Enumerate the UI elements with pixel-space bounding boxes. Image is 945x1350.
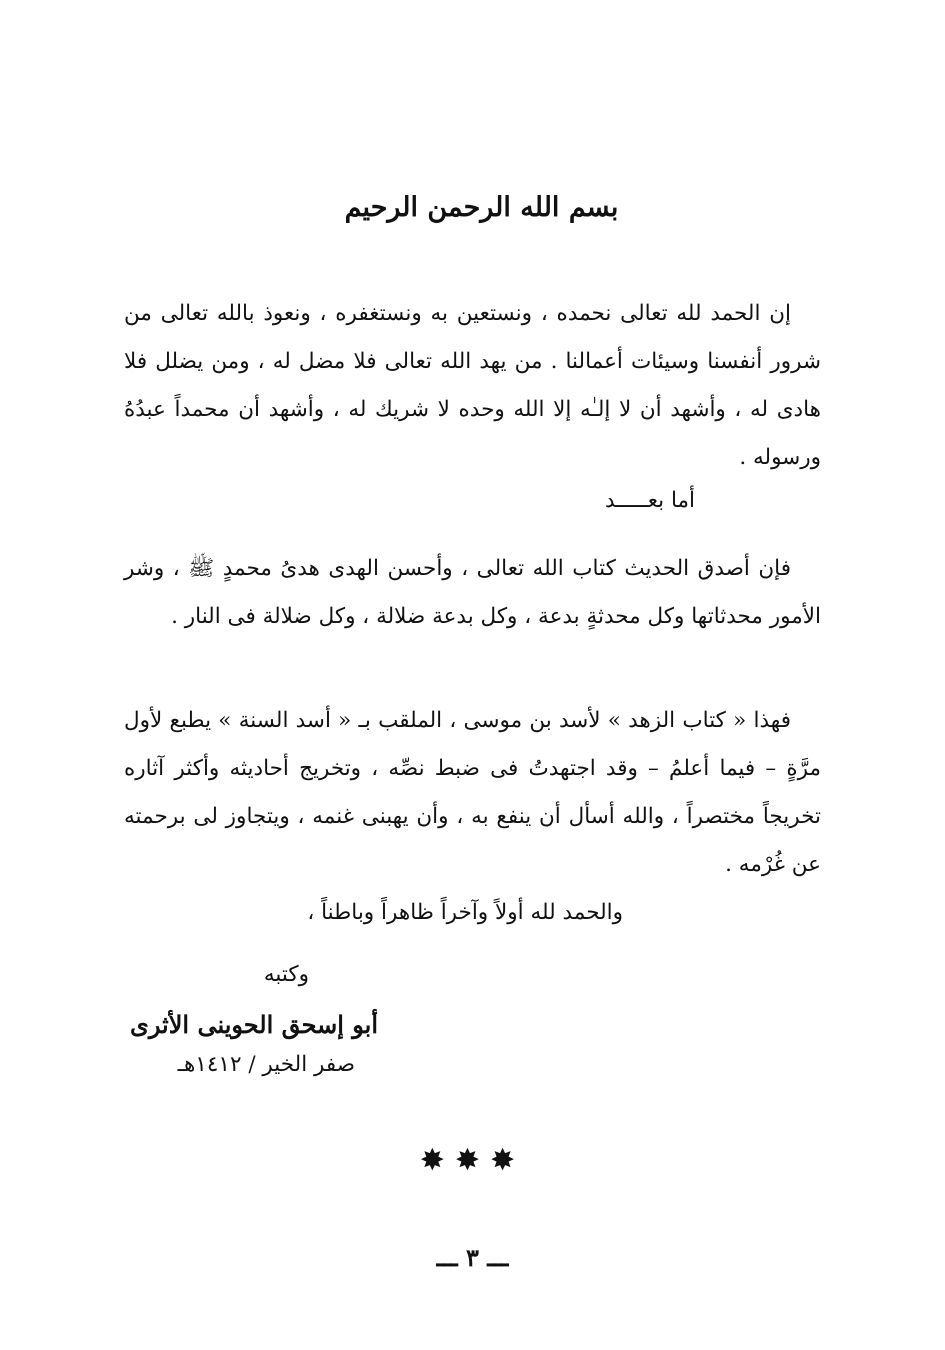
basmala-heading: بسم الله الرحمن الرحيم xyxy=(344,192,619,223)
ornament-divider: ✸✸✸ xyxy=(419,1143,526,1178)
amma-baad-heading: أما بعـــــد xyxy=(604,488,695,513)
opening-paragraph-text: إن الحمد لله تعالى نحمده ، ونستعين به ونستغفره ، ونعوذ بالله تعالى من شرور أنفسنا وسيئات أعمالنا . من يهد الله تعالى فلا مضل له ، ومن يضلل فلا هادى له ، وأشهد أن لا إلـٰه إلا الله وحده لا شريك له ، وأشهد أن محمداً عبدُهُ ورسوله . xyxy=(124,301,821,470)
hadith-paragraph-text: فإن أصدق الحديث كتاب الله تعالى ، وأحسن الهدى هدىُ محمدٍ ﷺ ، وشر الأمور محدثاتها وكل محدثةٍ بدعة ، وكل بدعة ضلالة ، وكل ضلالة فى النار . xyxy=(124,556,821,629)
opening-paragraph xyxy=(124,290,821,482)
signature-date: صفر الخير / ١٤١٢هـ xyxy=(177,1052,355,1077)
book-intro-paragraph xyxy=(124,697,821,889)
book-intro-paragraph-text: فهذا « كتاب الزهد » لأسد بن موسى ، الملقب بـ « أسد السنة » يطبع لأول مرَّةٍ – فيما أعلمُ – وقد اجتهدتُ فى ضبط نصِّه ، وتخريج أحاديثه وأكثر آثاره تخريجاً مختصراً ، والله أسأل أن ينفع به ، وأن يهبنى غنمه ، ويتجاوز لى برحمته عن غُرْمه . xyxy=(124,708,821,877)
signature-intro: وكتبه xyxy=(263,962,309,987)
page-number: ـــ ٣ ـــ xyxy=(436,1243,509,1272)
author-name: أبو إسحق الحوينى الأثرى xyxy=(130,1010,378,1039)
hadith-paragraph xyxy=(124,545,821,641)
closing-praise: والحمد لله أولاً وآخراً ظاهراً وباطناً ، xyxy=(307,900,623,925)
